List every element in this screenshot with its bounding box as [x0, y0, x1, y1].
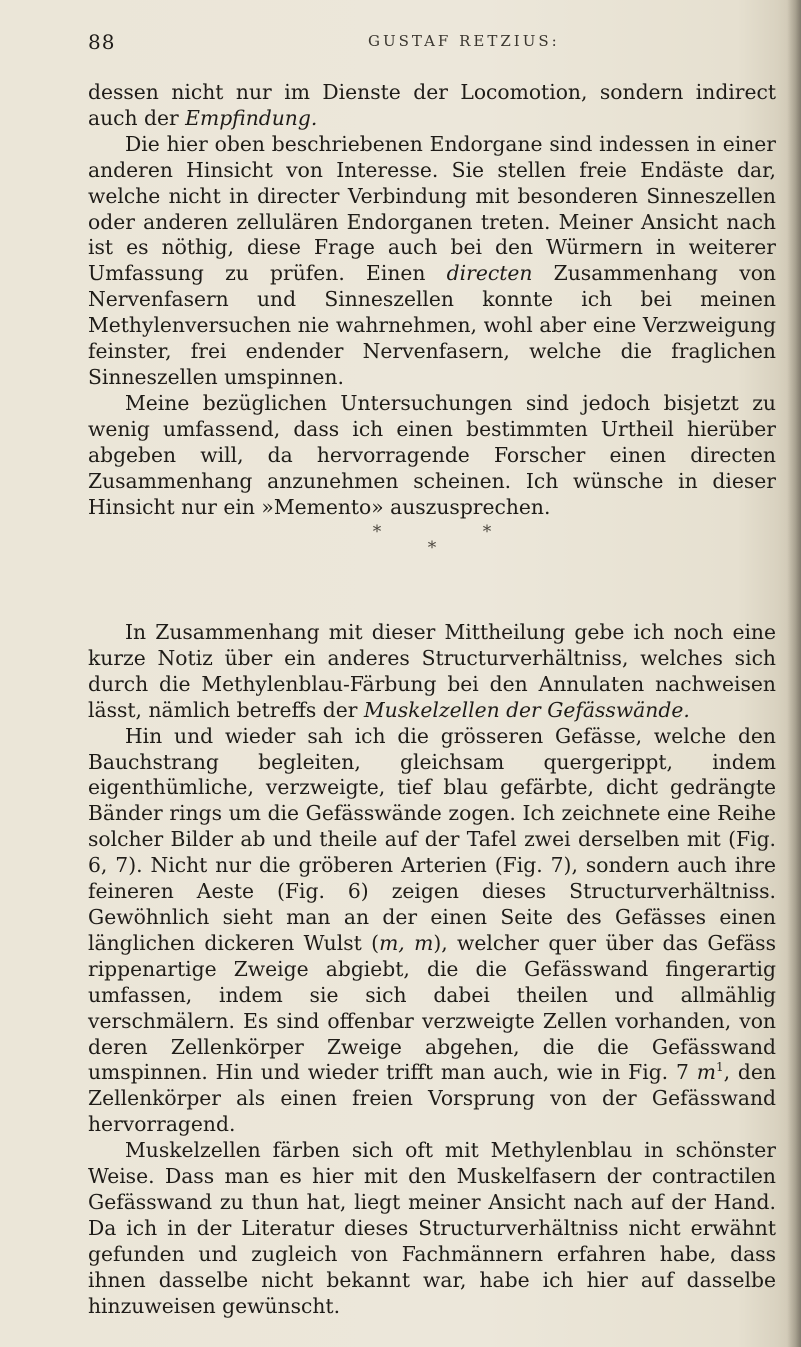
paragraph-text: Hin und wieder sah ich die grösseren Gefässe, welche den Bauchstrang begleiten, gleichsam quergerippt, indem eigenthümliche, verzweigte, tief blau gefärbte, dicht gedrängte Bänder rings um die Gefässwände zogen. Ich zeichnete eine Reihe solcher Bilder ab und theile auf der Tafel zwei derselben mit (Fig. 6, 7). Nicht nur die gröberen Arterien (Fig. 7), sondern auch ihre feineren Aeste (Fig. 6) zeigen dieses Structurverhältniss. Gewöhnlich sieht man an der einen Seite des Gefässes einen länglichen dickeren Wulst ( — [88, 723, 776, 955]
paragraph-text: ), welcher quer über das Gefäss rippenartige Zweige abgiebt, die die Gefässwand fingerartig umfassen, indem sie sich dabei theilen und allmählig verschmälern. Es sind offenbar verzweigte Zellen vorhanden, von deren Zellenkörper Zweige abgehen, die die Gefässwand umspinnen. Hin und wieder trifft man auch, wie in Fig. 7 — [88, 930, 776, 1085]
paragraph-text: Zusammenhang von Nervenfasern und Sinneszellen konnte ich bei meinen Methylenversuchen nie wahrnehmen, wohl aber eine Verzweigung feinster, frei endender Nervenfasern, welche die fraglichen Sinneszellen umspinnen. — [88, 261, 776, 389]
running-head: GUSTAF RETZIUS: — [368, 32, 560, 50]
paragraph — [88, 132, 776, 391]
superscript: 1 — [715, 1060, 724, 1075]
asterism-star-left: * — [372, 522, 382, 542]
paragraph-text: In Zusammenhang mit dieser Mittheilung gebe ich noch eine kurze Notiz über ein anderes Structurverhältniss, welches sich durch die Methylenblau-Färbung bei den Annulaten nachweisen lässt, nämlich betreffs der — [88, 620, 776, 722]
italic-term: directen — [446, 261, 533, 286]
section-2-text — [88, 620, 776, 1319]
section-1-text — [88, 80, 776, 520]
paragraph: Muskelzellen färben sich oft mit Methylenblau in schönster Weise. Dass man es hier mit den Muskelfasern der contractilen Gefässwand zu thun hat, liegt meiner Ansicht nach auf der Hand. Da ich in der Literatur dieses Structurverhältniss nicht erwähnt gefunden und zugleich von Fachmännern erfahren habe, dass ihnen dasselbe nicht bekannt war, habe ich hier auf dasselbe hinzuweisen gewünscht. — [88, 1138, 776, 1318]
paragraph — [88, 724, 776, 1139]
asterism-star-center: * — [427, 538, 437, 558]
italic-term: m, m — [379, 930, 434, 955]
page-edge-shadow — [787, 0, 801, 1347]
page-number: 88 — [88, 30, 116, 54]
paragraph: Meine bezüglichen Untersuchungen sind jedoch bisjetzt zu wenig umfassend, dass ich einen bestimmten Urtheil hierüber abgeben will, da hervorragende Forscher einen directen Zusammenhang anzunehmen scheinen. Ich wünsche in dieser Hinsicht nur ein »Memento» auszusprechen. — [88, 390, 776, 519]
paragraph-text: dessen nicht nur im Dienste der Locomotion, sondern indirect auch der — [88, 80, 776, 130]
page-header — [88, 30, 768, 60]
italic-term: Empfindung. — [185, 105, 318, 130]
italic-term: Muskelzellen der Gefässwände. — [363, 697, 690, 722]
asterism-star-right: * — [482, 522, 492, 542]
paragraph-continuation — [88, 80, 776, 132]
italic-term: m — [696, 1060, 716, 1085]
paragraph — [88, 620, 776, 724]
paragraph-text: , den Zellenkörper als einen freien Vorsprung von der Gefässwand hervorragend. — [88, 1060, 776, 1137]
asterism-separator — [88, 522, 776, 572]
paragraph-text: Die hier oben beschriebenen Endorgane sind indessen in einer anderen Hinsicht von Interesse. Sie stellen freie Endäste dar, welche nicht in directer Verbindung mit besonderen Sinneszellen oder anderen zellulären Endorganen treten. Meiner Ansicht nach ist es nöthig, diese Frage auch bei den Würmern in weiterer Umfassung zu prüfen. Einen — [88, 131, 776, 286]
